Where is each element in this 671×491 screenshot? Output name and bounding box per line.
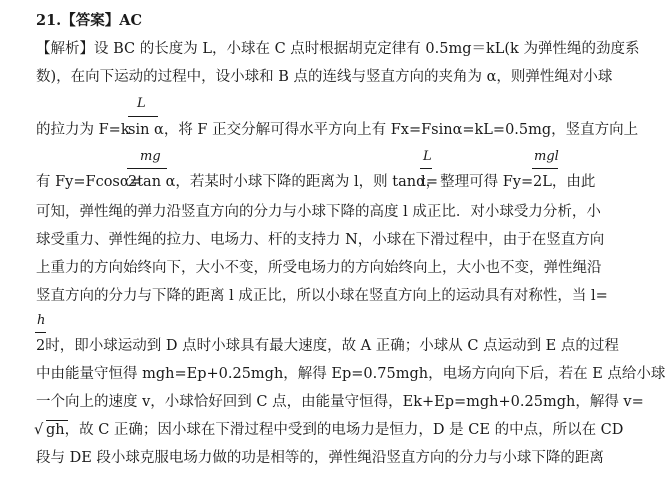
- text-line-9: 2时，即小球运动到 D 点时小球具有最大速度，故 A 正确；小球从 C 点运动到 E 点的过程: [36, 338, 619, 354]
- text-line-5: 可知，弹性绳的弹力沿竖直方向的分力与小球下降的高度 l 成正比．对小球受力分析，小: [36, 204, 601, 220]
- text-line-6: 球受重力、弹性绳的拉力、电场力、杆的支持力 N，小球在下滑过程中，由于在竖直方向: [36, 232, 605, 248]
- text-line-11: 一个向上的速度 v，小球恰好回到 C 点，由能量守恒得，Ek+Ep=mgh+0.25mgh，解得 v=: [36, 394, 644, 410]
- text-line-7: 上重力的方向始终向下，大小不变，所受电场力的方向始终向上，大小也不变，弹性绳沿: [36, 260, 602, 276]
- sqrt-symbol: √: [34, 422, 44, 438]
- text-line-1: 【解析】设 BC 的长度为 L，小球在 C 点时根据胡克定律有 0.5mg＝kL(k 为弹性绳的劲度系: [36, 41, 640, 57]
- text-line-4b: 2tan α，若某时小球下降的距离为 l，则 tanα=: [128, 174, 439, 190]
- fraction-numerator-mg: mg: [140, 149, 161, 164]
- text-line-4c: l，整理可得 Fy=: [421, 174, 534, 190]
- text-line-13: 段与 DE 段小球克服电场力做的功是相等的，弹性绳沿竖直方向的分力与小球下降的距离: [36, 450, 604, 466]
- fraction-bar: [35, 332, 46, 333]
- text-line-4d: 2L，由此: [533, 174, 596, 190]
- text-line-3a: 的拉力为 F=k: [36, 122, 130, 138]
- fraction-numerator-L2: L: [423, 149, 432, 164]
- text-line-8: 竖直方向的分力与下降的距离 l 成正比，所以小球在竖直方向上的运动具有对称性，当 l=: [36, 288, 608, 304]
- answer-heading: 21.【答案】AC: [36, 12, 143, 29]
- fraction-bar: [127, 168, 167, 169]
- fraction-numerator-mgl: mgl: [534, 149, 559, 164]
- fraction-numerator-h: h: [37, 313, 46, 328]
- sqrt-overline: [46, 420, 68, 421]
- text-line-10: 中由能量守恒得 mgh=Ep+0.25mgh，解得 Ep=0.75mgh，电场方向向下后，若在 E 点给小球: [36, 366, 666, 382]
- text-line-3b: sin α，将 F 正交分解可得水平方向上有 Fx=Fsinα=kL=0.5mg，竖直方向上: [128, 122, 639, 138]
- fraction-bar: [128, 116, 158, 117]
- text-line-4a: 有 Fy=Fcosα=: [36, 174, 142, 190]
- text-line-2: 数)，在向下运动的过程中，设小球和 B 点的连线与竖直方向的夹角为 α，则弹性绳对小球: [36, 69, 613, 85]
- fraction-bar: [532, 168, 558, 169]
- text-line-12: gh，故 C 正确；因小球在下滑过程中受到的电场力是恒力，D 是 CE 的中点，所以在 CD: [46, 422, 624, 438]
- fraction-numerator-L: L: [137, 96, 146, 111]
- fraction-bar: [420, 168, 432, 169]
